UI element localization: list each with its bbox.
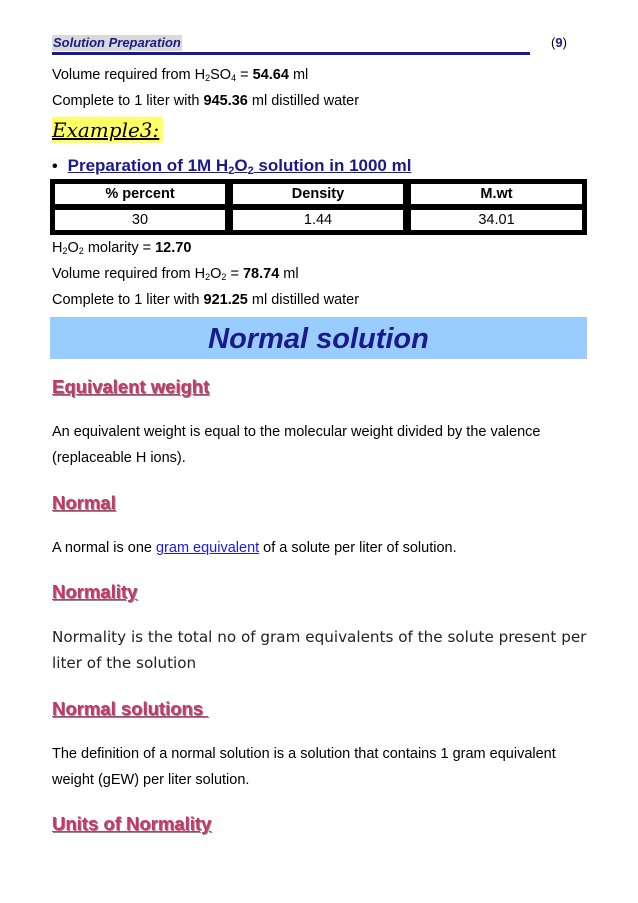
preparation-bullet: • Preparation of 1M $H_2O_2$ solution in 1000 ml — [52, 156, 412, 177]
section-banner: Normal solution — [50, 317, 587, 359]
h2o2-volume-line: Volume required from $H_2O_2 = 78.74$ ml — [52, 266, 299, 282]
h2o2-complete-line: Complete to 1 liter with 921.25 ml distilled water — [52, 292, 360, 308]
heading-units-of-normality: Units of Normality — [52, 813, 212, 834]
h2o2-molarity-line: $H_2O_2$ molarity = 12.70 — [52, 240, 192, 256]
heading-normal: Normal — [52, 492, 116, 513]
running-header-title: Solution Preparation — [53, 35, 181, 50]
table-header-mwt: M.wt — [410, 183, 583, 205]
table-cell-percent: 30 — [54, 209, 226, 231]
table-header-percent: % percent — [54, 183, 226, 205]
paragraph-normal-solutions: The definition of a normal solution is a solution that contains 1 gram equivalent weight (gEW) per liter solution. — [52, 746, 556, 788]
paragraph-normal: A normal is one gram equivalent of a solute per liter of solution. — [52, 540, 457, 556]
table-cell-mwt: 34.01 — [410, 209, 583, 231]
gram-equivalent-link[interactable]: gram equivalent — [155, 540, 260, 556]
heading-equivalent-weight: Equivalent weight — [52, 376, 210, 397]
h2so4-complete-line: Complete to 1 liter with 945.36 ml distilled water — [52, 93, 360, 109]
page-number: (9) — [551, 35, 567, 50]
heading-normal-solutions: Normal solutions — [52, 698, 209, 719]
table-header-density: Density — [232, 183, 404, 205]
paragraph-normality: Normality is the total no of gram equivalents of the solute present per liter of the solution — [52, 628, 587, 672]
heading-normality: Normality — [52, 581, 138, 602]
paragraph-equivalent-weight: An equivalent weight is equal to the molecular weight divided by the valence (replaceable H ions). — [52, 424, 541, 466]
table-cell-density: 1.44 — [232, 209, 404, 231]
example-label: Example3: — [52, 117, 163, 143]
data-table — [50, 179, 587, 235]
header-rule — [52, 52, 530, 55]
h2so4-volume-line: Volume required from $H_2SO_4 = 54.64$ ml — [52, 67, 309, 83]
